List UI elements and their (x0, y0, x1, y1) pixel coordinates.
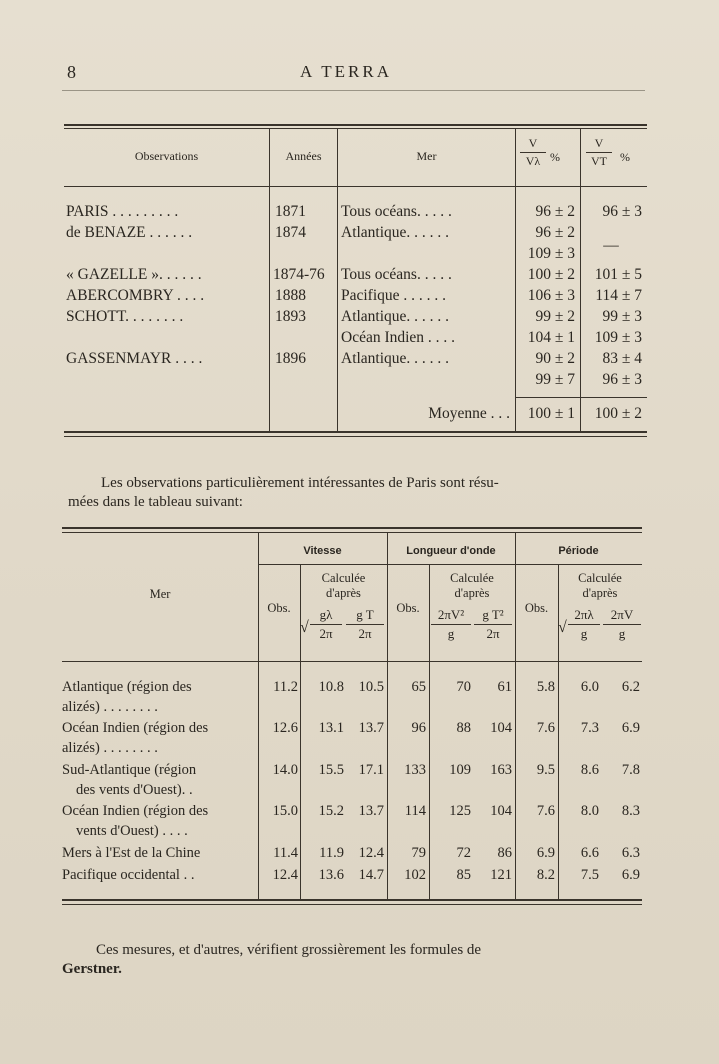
row-value: 10.5 (358, 679, 384, 695)
row-value: 10.8 (318, 679, 344, 695)
column-rule (429, 565, 430, 899)
header-rule (62, 90, 645, 91)
row-value: 6.9 (621, 867, 640, 883)
row-label-continued: alizés) . . . . . . . . (62, 699, 158, 715)
row-value: 14.7 (358, 867, 384, 883)
row-label-continued: alizés) . . . . . . . . (62, 740, 158, 756)
row-value: 61 (497, 679, 512, 695)
header-vitesse: Vitesse (303, 545, 342, 557)
row-value: 121 (490, 867, 512, 883)
table-rule (64, 128, 647, 129)
row-value: 104 (490, 720, 512, 736)
formula-2pi-v: 2πV g (603, 607, 641, 642)
table-rule (64, 186, 647, 187)
row-value: 70 (456, 679, 471, 695)
table-rule (62, 527, 642, 529)
row-value: 7.6 (536, 803, 555, 819)
row-value: 86 (497, 845, 512, 861)
table-rule (62, 904, 642, 905)
group-rule (258, 564, 642, 565)
row-value: 13.6 (318, 867, 344, 883)
header-calculee: Calculée (450, 571, 494, 585)
row-value: 8.3 (621, 803, 640, 819)
row-value: 13.1 (318, 720, 344, 736)
header-periode: Période (558, 545, 599, 557)
running-head: A TERRA (300, 62, 393, 81)
row-value: 88 (456, 720, 471, 736)
row-label: Sud-Atlantique (région (62, 762, 197, 778)
row-value: 114 (404, 803, 426, 819)
header-calculee: Calculée (578, 571, 622, 585)
table-rule (64, 436, 647, 437)
header-dapres: d'après (454, 586, 490, 600)
header-mer: Mer (416, 149, 437, 163)
header-ratio-v-vlambda: V Vλ (520, 136, 546, 169)
row-label: Pacifique occidental . . (62, 867, 195, 883)
row-label-continued: des vents d'Ouest). . (76, 782, 193, 798)
table-rule (64, 124, 647, 126)
row-value: 6.9 (536, 845, 555, 861)
row-value: 6.9 (621, 720, 640, 736)
row-value: 14.0 (272, 762, 298, 778)
row-value: 13.7 (358, 720, 384, 736)
column-rule (269, 129, 270, 431)
formula-gt: g T 2π (346, 607, 384, 642)
row-value: 133 (404, 762, 426, 778)
observations-table: Observations Années Mer V Vλ % V VT % PARIS . . . . . . . . . 1871 Tous océans. . . . . 96 ± 2 96 ± 3 de BENAZE . . . . . . 1874 Atlantique. . . . . . 96 ± 2 109 ± 3 — « GAZELLE ». . . . . . 1874-76 Tous océans. . . . . 100 ± 2 101 ± 5 ABERCOMBRY . . . . 1888 Pacifique . . . . . . 106 ± 3 114 ± 7 SCHOTT. . . . . . . . 1893 Atlantique. . . . . . 99 ± 2 99 ± 3 Océan Indien . . . . 104 ± 1 109 ± 3 GASSENMAYR . . . . 1896 Atlantique. . . . . . 90 ± 2 83 ± 4 99 ± 7 96 ± 3 Moyenne . . . 100 ± 1 100 ± 2 (64, 124, 647, 440)
row-label: Océan Indien (région des (62, 803, 209, 819)
row-value: 72 (456, 845, 471, 861)
row-value: 7.8 (621, 762, 640, 778)
table-rule (64, 431, 647, 433)
row-value: 15.2 (318, 803, 344, 819)
page-number: 8 (67, 62, 76, 82)
row-value: 8.6 (580, 762, 599, 778)
row-value: 7.5 (580, 867, 599, 883)
header-obs: Obs. (267, 601, 291, 615)
paris-observations-table (62, 527, 642, 905)
row-value: 9.5 (536, 762, 555, 778)
row-value: 12.4 (358, 845, 384, 861)
row-value: 17.1 (358, 762, 384, 778)
header-annees: Années (285, 149, 322, 163)
row-value: 11.2 (273, 679, 298, 695)
header-percent: % (550, 150, 560, 164)
formula-sqrt-glambda: √ gλ 2π (302, 607, 342, 642)
row-value: 11.4 (273, 845, 298, 861)
row-value: 12.4 (272, 867, 298, 883)
header-percent: % (620, 150, 630, 164)
row-value: 11.9 (319, 845, 344, 861)
row-value: 5.8 (536, 679, 555, 695)
row-value: 104 (490, 803, 512, 819)
moyenne-rule (515, 397, 647, 398)
header-ratio-v-vt: V VT (586, 136, 612, 169)
row-label: Atlantique (région des (62, 679, 192, 695)
header-dapres: d'après (326, 586, 361, 600)
header-observations: Observations (134, 149, 199, 163)
formula-2pi-v2: 2πV² g (431, 607, 471, 642)
row-label: Océan Indien (région des (62, 720, 209, 736)
table-rule (62, 532, 642, 533)
header-obs: Obs. (396, 601, 420, 615)
column-rule (300, 565, 301, 899)
header-obs: Obs. (524, 601, 549, 615)
column-rule (515, 533, 516, 899)
row-value: 6.6 (580, 845, 599, 861)
row-value: 8.2 (536, 867, 555, 883)
header-mer: Mer (149, 587, 171, 601)
row-value: 15.5 (318, 762, 344, 778)
row-value: 79 (411, 845, 426, 861)
row-value: 6.2 (621, 679, 640, 695)
row-value: 65 (411, 679, 426, 695)
column-rule (337, 129, 338, 431)
paragraph-line: Les observations particulièrement intéressantes de Paris sont résu- (101, 475, 499, 491)
table-rule (62, 899, 642, 901)
row-value: 125 (449, 803, 471, 819)
paragraph-line: Gerstner. (62, 961, 122, 977)
row-value: 15.0 (272, 803, 298, 819)
row-value: 8.0 (580, 803, 599, 819)
row-value: 13.7 (358, 803, 384, 819)
row-value: 7.3 (580, 720, 599, 736)
table-rule (62, 661, 642, 662)
row-value: 109 (449, 762, 471, 778)
paragraph-line: mées dans le tableau suivant: (68, 494, 243, 510)
row-label: Mers à l'Est de la Chine (62, 845, 201, 861)
paragraph-line: Ces mesures, et d'autres, vérifient grossièrement les formules de (96, 942, 482, 958)
header-dapres: d'après (582, 586, 618, 600)
header-calculee: Calculée (321, 571, 366, 585)
row-value: 96 (411, 720, 426, 736)
row-value: 6.0 (580, 679, 599, 695)
row-value: 6.3 (621, 845, 640, 861)
row-value: 102 (404, 867, 426, 883)
row-value: 12.6 (272, 720, 298, 736)
formula-gt2: g T² 2π (474, 607, 512, 642)
row-value: 85 (456, 867, 471, 883)
row-value: 163 (490, 762, 512, 778)
row-label-continued: vents d'Ouest) . . . . (76, 823, 188, 839)
header-longueur: Longueur d'onde (406, 545, 496, 557)
formula-sqrt-2pi-lambda: √ 2πλ g (560, 607, 600, 642)
row-value: 7.6 (536, 720, 555, 736)
